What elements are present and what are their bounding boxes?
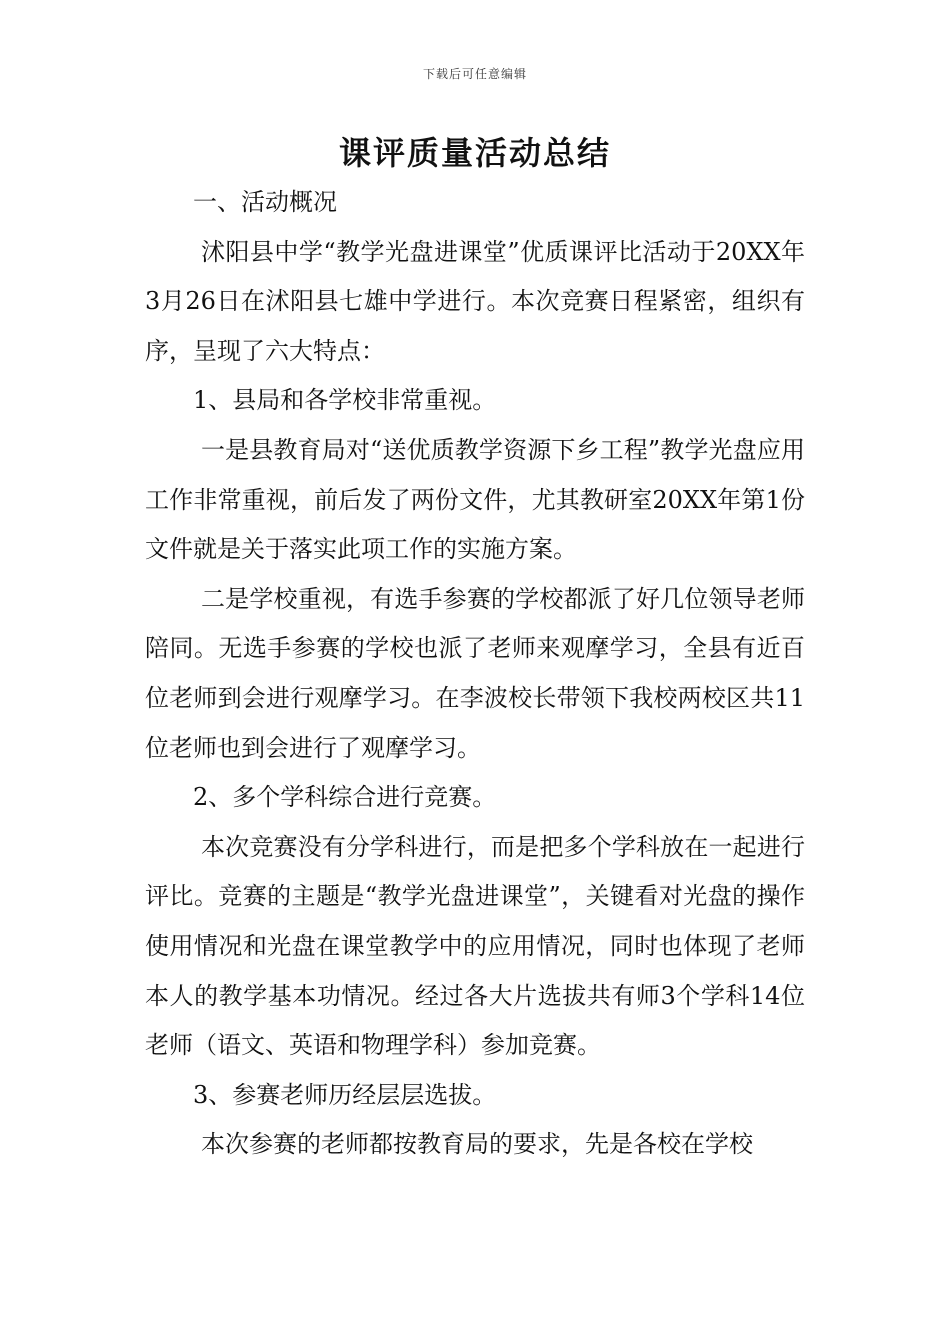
- paragraph-multi-subject: 本次竞赛没有分学科进行，而是把多个学科放在一起进行评比。竞赛的主题是“教学光盘进课堂”，关键看对光盘的操作使用情况和光盘在课堂教学中的应用情况，同时也体现了老师本人的教学基本功情况。经过各大片选拔共有师3个学科14位老师（语文、英语和物理学科）参加竞赛。: [145, 832, 805, 1060]
- document-body: [145, 178, 805, 1170]
- section-heading-point-3: 3、参赛老师历经层层选拔。: [193, 1080, 497, 1109]
- paragraph-selection: 本次参赛的老师都按教育局的要求，先是各校在学校: [201, 1130, 753, 1159]
- section-heading-point-2: 2、多个学科综合进行竞赛。: [193, 783, 497, 812]
- header-note: 下载后可任意编辑: [422, 67, 527, 81]
- section-heading-point-1: 1、县局和各学校非常重视。: [193, 386, 497, 415]
- section-heading-overview: 一、活动概况: [193, 188, 337, 216]
- paragraph-bureau-attention: 一是县教育局对“送优质教学资源下乡工程”教学光盘应用工作非常重视，前后发了两份文件，尤其教研室20XX年第1份文件就是关于落实此项工作的实施方案。: [145, 435, 805, 564]
- document-title: 课评质量活动总结: [338, 134, 611, 172]
- paragraph-intro: 沭阳县中学“教学光盘进课堂”优质课评比活动于20XX年3月26日在沭阳县七雄中学进行。本次竞赛日程紧密，组织有序，呈现了六大特点：: [145, 237, 805, 365]
- paragraph-school-attention: 二是学校重视，有选手参赛的学校都派了好几位领导老师陪同。无选手参赛的学校也派了老师来观摩学习，全县有近百位老师到会进行观摩学习。在李波校长带领下我校两校区共11位老师也到会进行了观摩学习。: [145, 584, 805, 762]
